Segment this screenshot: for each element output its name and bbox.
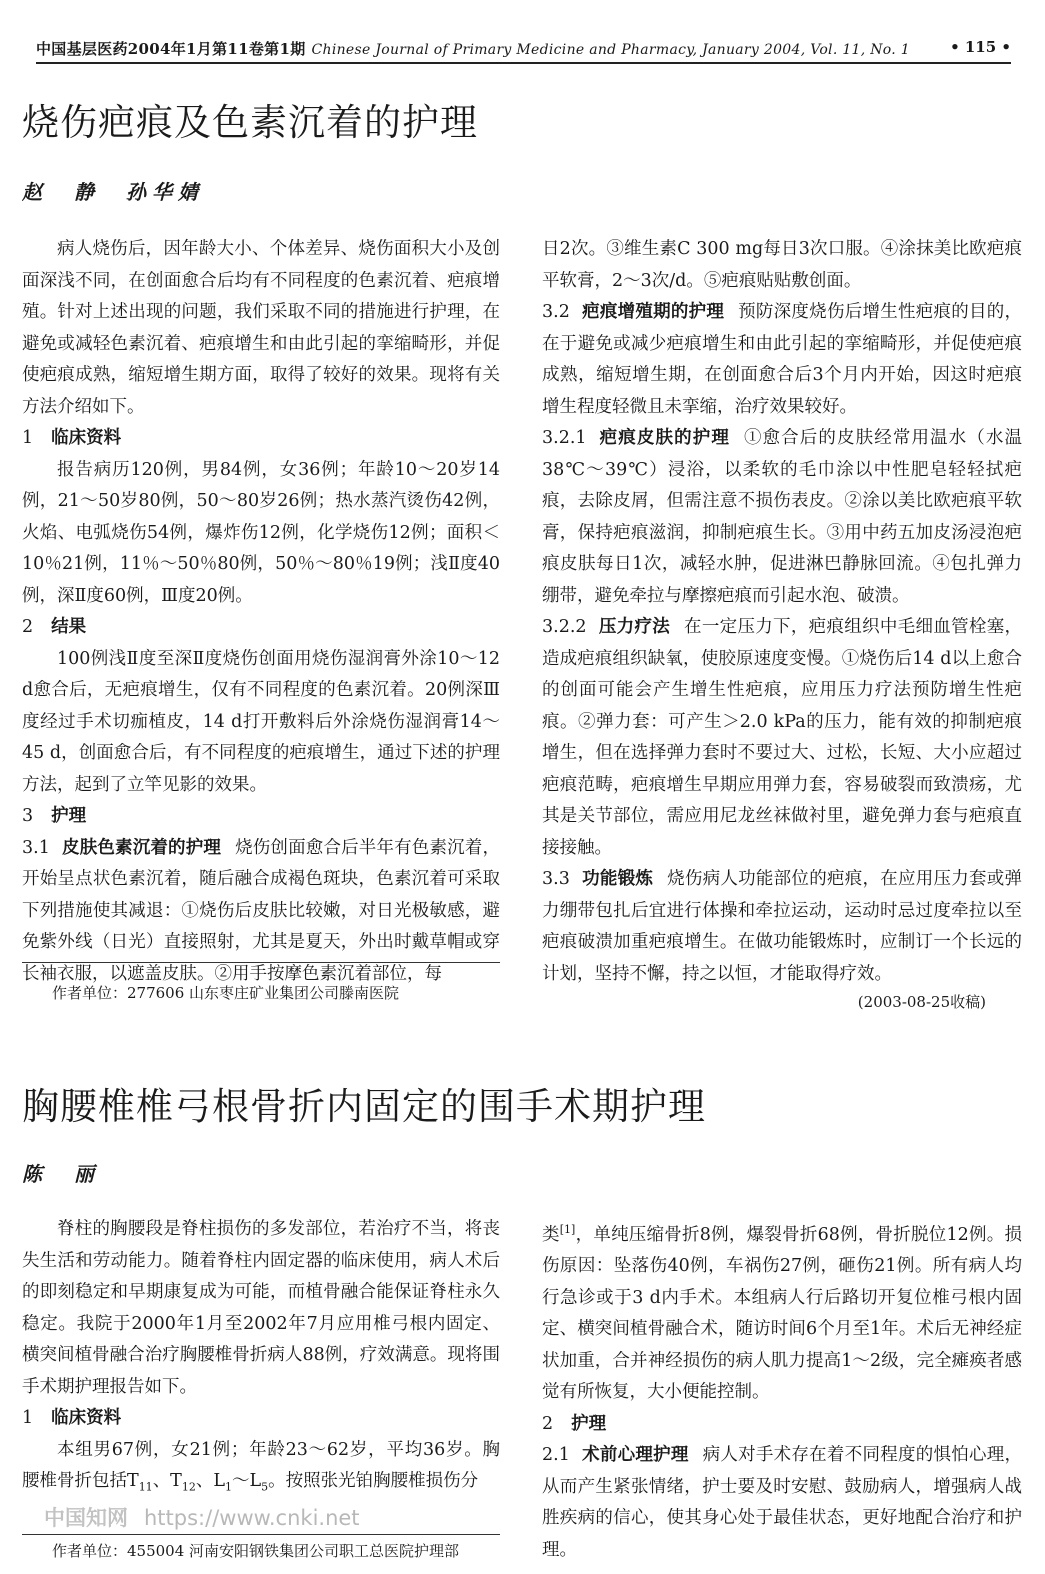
paragraph: 本组男67例，女21例；年龄23～62岁，平均36岁。胸腰椎骨折包括$T_{11}$、$T_{12}$、$L_1\sim L_5$。按照张光铂胸腰椎损伤分 xyxy=(22,1439,500,1494)
article1-footnote: 作者单位：277606 山东枣庄矿业集团公司滕南医院 xyxy=(52,984,400,1002)
journal-en: Chinese Journal of Primary Medicine and Pharmacy, January 2004, Vol. 11, No. 1 xyxy=(311,42,910,58)
section-heading: 1 临床资料 xyxy=(22,428,122,448)
citation-ref: [1] xyxy=(559,1223,576,1236)
journal-citation xyxy=(36,38,910,59)
header-rule xyxy=(36,62,1011,64)
article1-title: 烧伤疤痕及色素沉着的护理 xyxy=(22,101,478,144)
article1-authors: 赵 静 孙华婧 xyxy=(22,180,204,204)
cnki-watermark: 中国知网 https://www.cnki.net xyxy=(44,1506,360,1530)
journal-cn: 中国基层医药2004年1月第11卷第1期 xyxy=(36,40,306,58)
footnote-rule xyxy=(22,962,500,963)
section-heading: 3 护理 xyxy=(22,806,87,826)
section-heading: 2 结果 xyxy=(22,617,87,637)
subsection: 3.2.1 疤痕皮肤的护理 ①愈合后的皮肤经常用温水（水温38℃～39℃）浸浴，以柔软的毛巾涂以中性肥皂轻轻拭疤痕，去除皮屑，但需注意不损伤表皮。②涂以美比欧疤痕平软膏，保持疤痕滋润，抑制疤痕生长。③用中药五加皮汤浸泡疤痕皮肤每日1次，减轻水肿，促进淋巴静脉回流。④包扎弹力绷带，避免牵拉与摩擦疤痕而引起水泡、破溃。 xyxy=(542,428,1023,606)
article2-footnote: 作者单位：455004 河南安阳钢铁集团公司职工总医院护理部 xyxy=(52,1542,460,1560)
received-date: (2003-08-25收稿) xyxy=(857,993,986,1011)
paragraph: 100例浅Ⅱ度至深Ⅱ度烧伤创面用烧伤湿润膏外涂10～12 d愈合后，无疤痕增生，仅有不同程度的色素沉着。20例深Ⅲ度经过手术切痂植皮，14 d打开敷料后外涂烧伤湿润膏14～45 d，创面愈合后，有不同程度的疤痕增生，通过下述的护理方法，起到了立竿见影的效果。 xyxy=(22,648,500,795)
subsection: 3.2 疤痕增殖期的护理 预防深度烧伤后增生性疤痕的目的，在于避免或减少疤痕增生和由此引起的挛缩畸形，并促使疤痕成熟，缩短增生期，在创面愈合后3个月内开始，因这时疤痕增生程度轻微且未挛缩，治疗效果较好。 xyxy=(542,302,1023,417)
subsection: 3.2.2 压力疗法 在一定压力下，疤痕组织中毛细血管栓塞，造成疤痕组织缺氧，使胶原速度变慢。①烧伤后14 d以上愈合的创面可能会产生增生性疤痕，应用压力疗法预防增生性疤痕。②弹力套：可产生＞2.0 kPa的压力，能有效的抑制疤痕增生，但在选择弹力套时不要过大、过松，长短、大小应超过疤痕范畴，疤痕增生早期应用弹力套，容易破裂而致溃疡，尤其是关节部位，需应用尼龙丝袜做衬里，避免弹力套与疤痕直接接触。 xyxy=(542,617,1022,858)
running-header xyxy=(36,38,1011,62)
subsection: 3.1 皮肤色素沉着的护理 烧伤创面愈合后半年有色素沉着，开始呈点状色素沉着，随后融合成褐色斑块，色素沉着可采取下列措施使其减退：①烧伤后皮肤比较嫩，对日光极敏感，避免紫外线（日光）直接照射，尤其是夏天，外出时戴草帽或穿长袖衣服，以遮盖皮肤。②用手按摩色素沉着部位，每 xyxy=(22,837,501,984)
section-heading: 1 临床资料 xyxy=(22,1408,122,1428)
article2-right-column xyxy=(542,1214,1022,1566)
paragraph: 病人烧伤后，因年龄大小、个体差异、烧伤面积大小及创面深浅不同，在创面愈合后均有不同程度的色素沉着、疤痕增殖。针对上述出现的问题，我们采取不同的措施进行护理，在避免或减轻色素沉着、疤痕增生和由此引起的挛缩畸形，并促使疤痕成熟，缩短增生期方面，取得了较好的效果。现将有关方法介绍如下。 xyxy=(22,239,500,417)
paragraph: 脊柱的胸腰段是脊柱损伤的多发部位，若治疗不当，将丧失生活和劳动能力。随着脊柱内固定器的临床使用，病人术后的即刻稳定和早期康复成为可能，而植骨融合能保证脊柱永久稳定。我院于2000年1月至2002年7月应用椎弓根内固定、横突间植骨融合治疗胸腰椎骨折病人88例，疗效满意。现将围手术期护理报告如下。 xyxy=(22,1219,500,1397)
article1-left-column xyxy=(22,234,500,990)
subsection: 2.1 术前心理护理 病人对手术存在着不同程度的惧怕心理，从而产生紧张情绪，护士要及时安慰、鼓励病人，增强病人战胜疾病的信心，使其身心处于最佳状态，更好地配合治疗和护理。 xyxy=(542,1445,1022,1560)
subsection: 3.3 功能锻炼 烧伤病人功能部位的疤痕，在应用压力套或弹力绷带包扎后宜进行体操和牵拉运动，运动时忌过度牵拉以至疤痕破溃加重疤痕增生。在做功能锻炼时，应制订一个长远的计划，坚持不懈，持之以恒，才能取得疗效。 xyxy=(542,869,1023,984)
section-heading: 2 护理 xyxy=(542,1413,607,1434)
article2-left-column xyxy=(22,1214,500,1503)
page-number: • 115 • xyxy=(950,38,1011,56)
paragraph: 日2次。③维生素C 300 mg每日3次口服。④涂抹美比欧疤痕平软膏，2～3次/d。⑤疤痕贴贴敷创面。 xyxy=(542,239,1022,291)
paragraph: 类[1]，单纯压缩骨折8例，爆裂骨折68例，骨折脱位12例。损伤原因：坠落伤40例，车祸伤27例，砸伤21例。所有病人均行急诊或于3 d内手术。本组病人行后路切开复位椎弓根内固定、横突间植骨融合术，随访时间6个月至1年。术后无神经症状加重，合并神经损伤的病人肌力提高1～2级，完全瘫痪者感觉有所恢复，大小便能控制。 xyxy=(542,1223,1023,1403)
article2-title: 胸腰椎椎弓根骨折内固定的围手术期护理 xyxy=(22,1085,706,1128)
article2-authors: 陈 丽 xyxy=(22,1162,100,1186)
paragraph: 报告病历120例，男84例，女36例；年龄10～20岁14例，21～50岁80例，50～80岁26例；热水蒸汽烫伤42例，火焰、电弧烧伤54例，爆炸伤12例，化学烧伤12例；面积＜10％21例，11％～50％80例，50％～80％19例；浅Ⅱ度40例，深Ⅱ度60例，Ⅲ度20例。 xyxy=(22,459,500,606)
footnote-rule xyxy=(22,1534,500,1535)
article1-right-column xyxy=(542,234,1022,1014)
